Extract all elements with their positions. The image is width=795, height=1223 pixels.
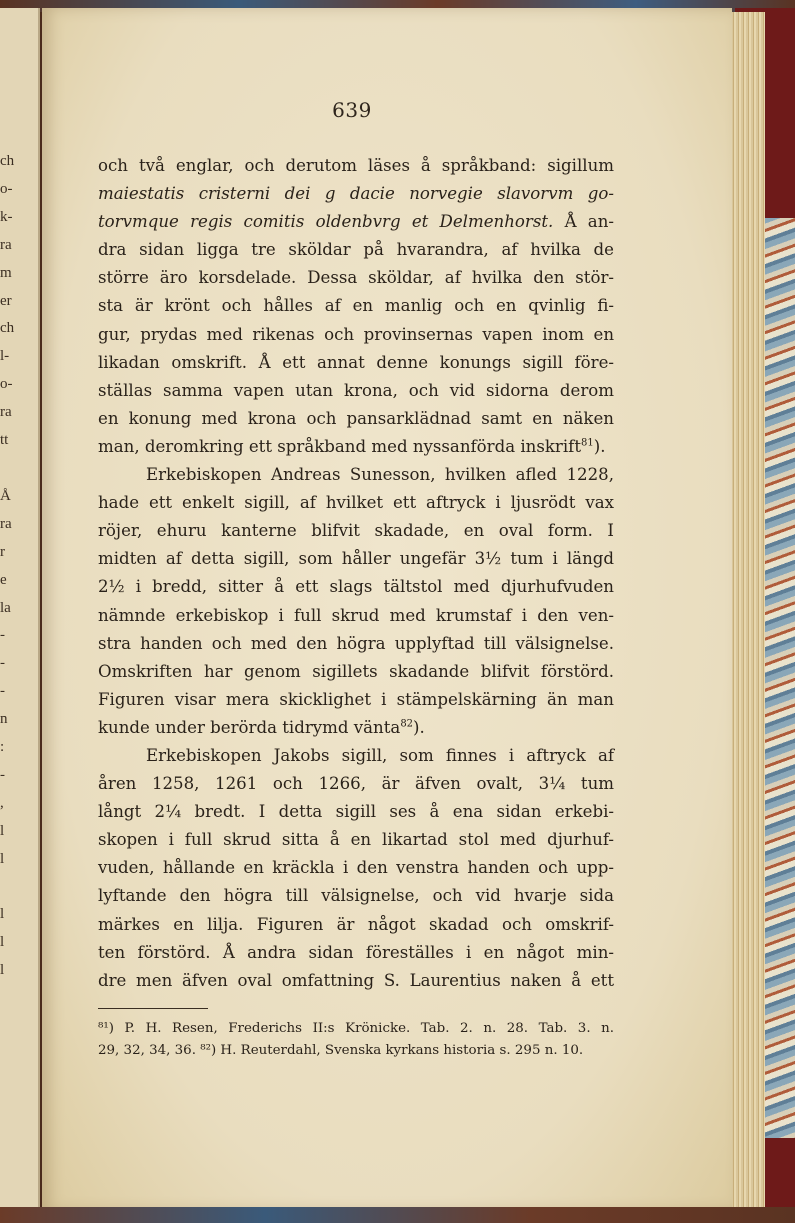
text-line [98,405,614,433]
text-line-content: man, deromkring ett språkband med nyssanförda inskrift [98,436,581,456]
text-line [98,461,614,489]
text-line [98,714,614,742]
text-line-content: Omskriften har genom sigillets skadande blifvit förstörd. [98,661,614,681]
text-line-content: märkes en lilja. Figuren är något skadad och omskrif- [98,914,614,934]
text-line-content: likadan omskrift. Å ett annat denne konungs sigill före- [98,352,614,372]
text-line-tail: ). [413,717,425,737]
footnote-line: 29, 32, 34, 36. ⁸²) H. Reuterdahl, Svenska kyrkans historia s. 295 n. 10. [98,1043,584,1058]
footnote-rule [98,1008,208,1009]
text-line [98,489,614,517]
text-line [98,208,614,236]
facing-page-edge [0,8,40,1208]
text-line-content: kunde under berörda tidrymd vänta [98,717,401,737]
text-line [98,433,614,461]
text-line [98,742,614,770]
text-line [98,517,614,545]
text-line-content: gur, prydas med rikenas och provinsernas vapen inom en [98,324,614,344]
text-line [98,798,614,826]
text-line [98,826,614,854]
text-line-content: sta är krönt och hålles af en manlig och en qvinlig fi- [98,296,614,316]
text-line [98,658,614,686]
text-line [98,770,614,798]
text-line [98,911,614,939]
text-line-content: Erkebiskopen Andreas Sunesson, hvilken afled 1228, [146,465,614,485]
text-line-content: lyftande den högra till välsignelse, och vid hvarje sida [98,886,614,906]
text-line [98,967,614,995]
facing-page-text-fragments: ch o- k- ra m er ch l- o- ra tt Å ra r e la - - - n : - , l l l l l [0,153,15,979]
text-line [98,349,614,377]
footnotes [98,1018,614,1062]
text-line [98,236,614,264]
text-line [98,264,614,292]
text-line [98,180,614,208]
text-line-content: långt 2¼ bredt. I detta sigill ses å ena sidan erkebi- [98,802,614,822]
text-line-content: Erkebiskopen Jakobs sigill, som finnes i aftryck af [146,745,614,765]
text-line-content: 2½ i bredd, sitter å ett slags tältstol med djurhufvuden [98,577,614,597]
text-line-content: och två englar, och derutom läses å språkband: sigillum [98,156,614,175]
footnote-reference[interactable]: 82 [400,718,414,730]
text-line-tail: ). [593,436,606,456]
text-line-content: vuden, hållande en kräckla i den venstra handen och upp- [98,858,614,878]
footnote-line: ⁸¹) P. H. Resen, Frederichs II:s Krönicke. Tab. 2. n. 28. Tab. 3. n. [98,1021,614,1036]
text-line [98,939,614,967]
text-line [98,292,614,320]
text-line-content: dra sidan ligga tre sköldar på hvarandra, af hvilka de [98,240,614,260]
text-line-content: större äro korsdelade. Dessa sköldar, af hvilka den stör- [98,268,614,288]
text-line-content: åren 1258, 1261 och 1266, är äfven ovalt, 3¼ tum [98,774,614,794]
text-line-content: skopen i full skrud sitta å en likartad stol med djurhuf- [98,830,614,850]
text-line [98,377,614,405]
text-line-content: torvmque regis comitis oldenbvrg et Delmenhorst. [98,212,554,232]
text-line [98,602,614,630]
text-line [98,686,614,714]
text-line [98,573,614,601]
marbled-endpaper [763,218,795,1138]
page-number: 639 [332,98,372,122]
text-line-content: nämnde erkebiskop i full skrud med krumstaf i den ven- [98,605,614,625]
page-block-edge [730,12,765,1207]
text-line [98,321,614,349]
text-line [98,545,614,573]
book-binding-bottom [0,1207,795,1223]
text-line-content: röjer, ehuru kanterne blifvit skadade, en oval form. I [98,521,614,541]
footnote-reference[interactable]: 81 [581,437,594,449]
text-line-content: en konung med krona och pansarklädnad samt en näken [98,408,614,428]
text-line-tail: Å an- [553,212,614,232]
text-line-content: dre men äfven oval omfattning S. Laurentius naken å ett [98,970,614,990]
text-line [98,882,614,910]
text-line-content: midten af detta sigill, som håller ungefär 3½ tum i längd [98,549,614,569]
text-line-content: maiestatis cristerni dei g dacie norvegie slavorvm go- [98,184,614,204]
text-line-content: stra handen och med den högra upplyftad till välsignelse. [98,633,614,653]
text-line-content: Figuren visar mera skicklighet i stämpelskärning än man [98,689,614,709]
text-line-content: ställas samma vapen utan krona, och vid sidorna derom [98,380,614,400]
text-line-content: hade ett enkelt sigill, af hvilket ett aftryck i ljusrödt vax [98,493,614,513]
body-text [98,152,614,995]
text-line [98,152,614,180]
text-line-content: ten förstörd. Å andra sidan föreställes i en något min- [98,942,614,962]
text-line [98,854,614,882]
text-line [98,630,614,658]
book-page [42,8,732,1211]
